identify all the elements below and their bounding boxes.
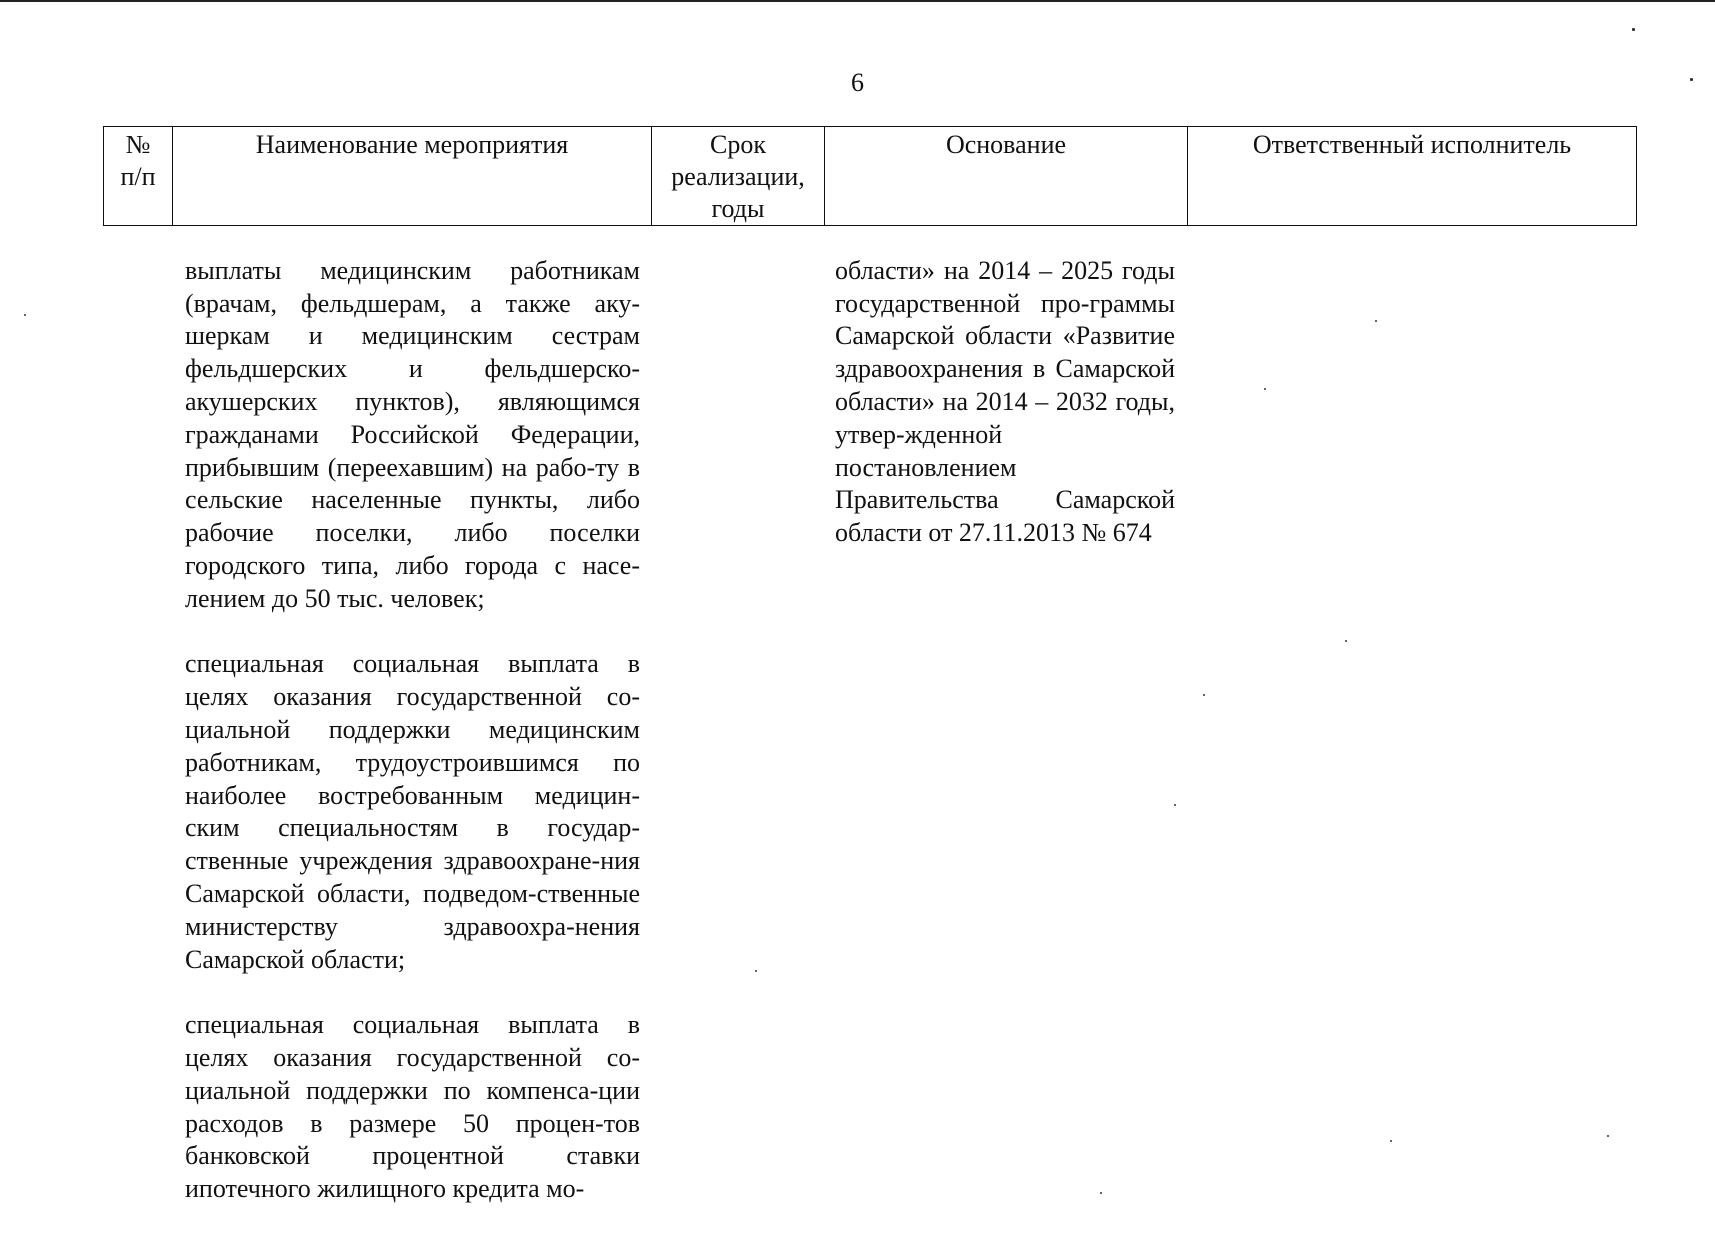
header-activity-name-label: Наименование мероприятия bbox=[255, 130, 569, 159]
scan-speck bbox=[1690, 78, 1693, 81]
activity-name-paragraph: специальная социальная выплата в целях оказания государственной со-циальной поддержки по компенса-ции расходов в размере 50 процен-тов банковской процентной ставки ипотечного жилищного кредита мо- bbox=[185, 1010, 640, 1204]
header-number-label: № п/п bbox=[120, 130, 156, 191]
header-number bbox=[104, 127, 173, 226]
header-executor bbox=[1188, 127, 1637, 226]
scan-speck bbox=[1390, 1140, 1392, 1142]
basis-cell bbox=[835, 222, 1175, 583]
activity-name-paragraph: специальная социальная выплата в целях оказания государственной со-циальной поддержки медицинским работникам, трудоустроившимся по наиболее востребованным медицин-ским специальностям в государ-ственные учреждения здравоохране-ния Самарской области, подведом-ственные министерству здравоохра-нения Самарской области; bbox=[185, 649, 640, 974]
scan-speck bbox=[1607, 1135, 1609, 1137]
header-executor-label: Ответственный исполнитель bbox=[1252, 130, 1572, 159]
scan-speck bbox=[1345, 640, 1347, 642]
scan-speck bbox=[1100, 1192, 1102, 1194]
header-activity-name bbox=[173, 127, 652, 226]
header-term-label: Срок реализации, годы bbox=[671, 130, 805, 223]
scan-speck bbox=[755, 970, 757, 972]
header-basis bbox=[825, 127, 1188, 226]
activity-name-cell bbox=[185, 222, 640, 1239]
page-top-border bbox=[0, 0, 1715, 2]
table-header bbox=[103, 126, 1637, 226]
scan-speck bbox=[1203, 694, 1205, 696]
page-number: 6 bbox=[851, 68, 864, 97]
header-term bbox=[652, 127, 825, 226]
scan-speck bbox=[1375, 320, 1377, 322]
scan-speck bbox=[24, 314, 26, 316]
header-row bbox=[104, 127, 1637, 226]
activity-name-paragraph: выплаты медицинским работникам (врачам, фельдшерам, а также аку-шеркам и медицинским сестрам фельдшерских и фельдшерско-акушерских пунктов), являющимся гражданами Российской Федерации, прибывшим (переехавшим) на рабо-ту в сельские населенные пункты, либо рабочие поселки, либо поселки городского типа, либо города с насе-лением до 50 тыс. человек; bbox=[185, 255, 640, 613]
header-basis-label: Основание bbox=[945, 130, 1067, 159]
scan-speck bbox=[1174, 804, 1176, 806]
scan-speck bbox=[1632, 28, 1635, 31]
scan-speck bbox=[1264, 388, 1266, 390]
basis-text: области» на 2014 – 2025 годы государственной про-граммы Самарской области «Развитие здравоохранения в Самарской области» на 2014 – 2032 годы, утвер-жденной постановлением Правительства Самарской области от 27.11.2013 № 674 bbox=[835, 255, 1175, 548]
